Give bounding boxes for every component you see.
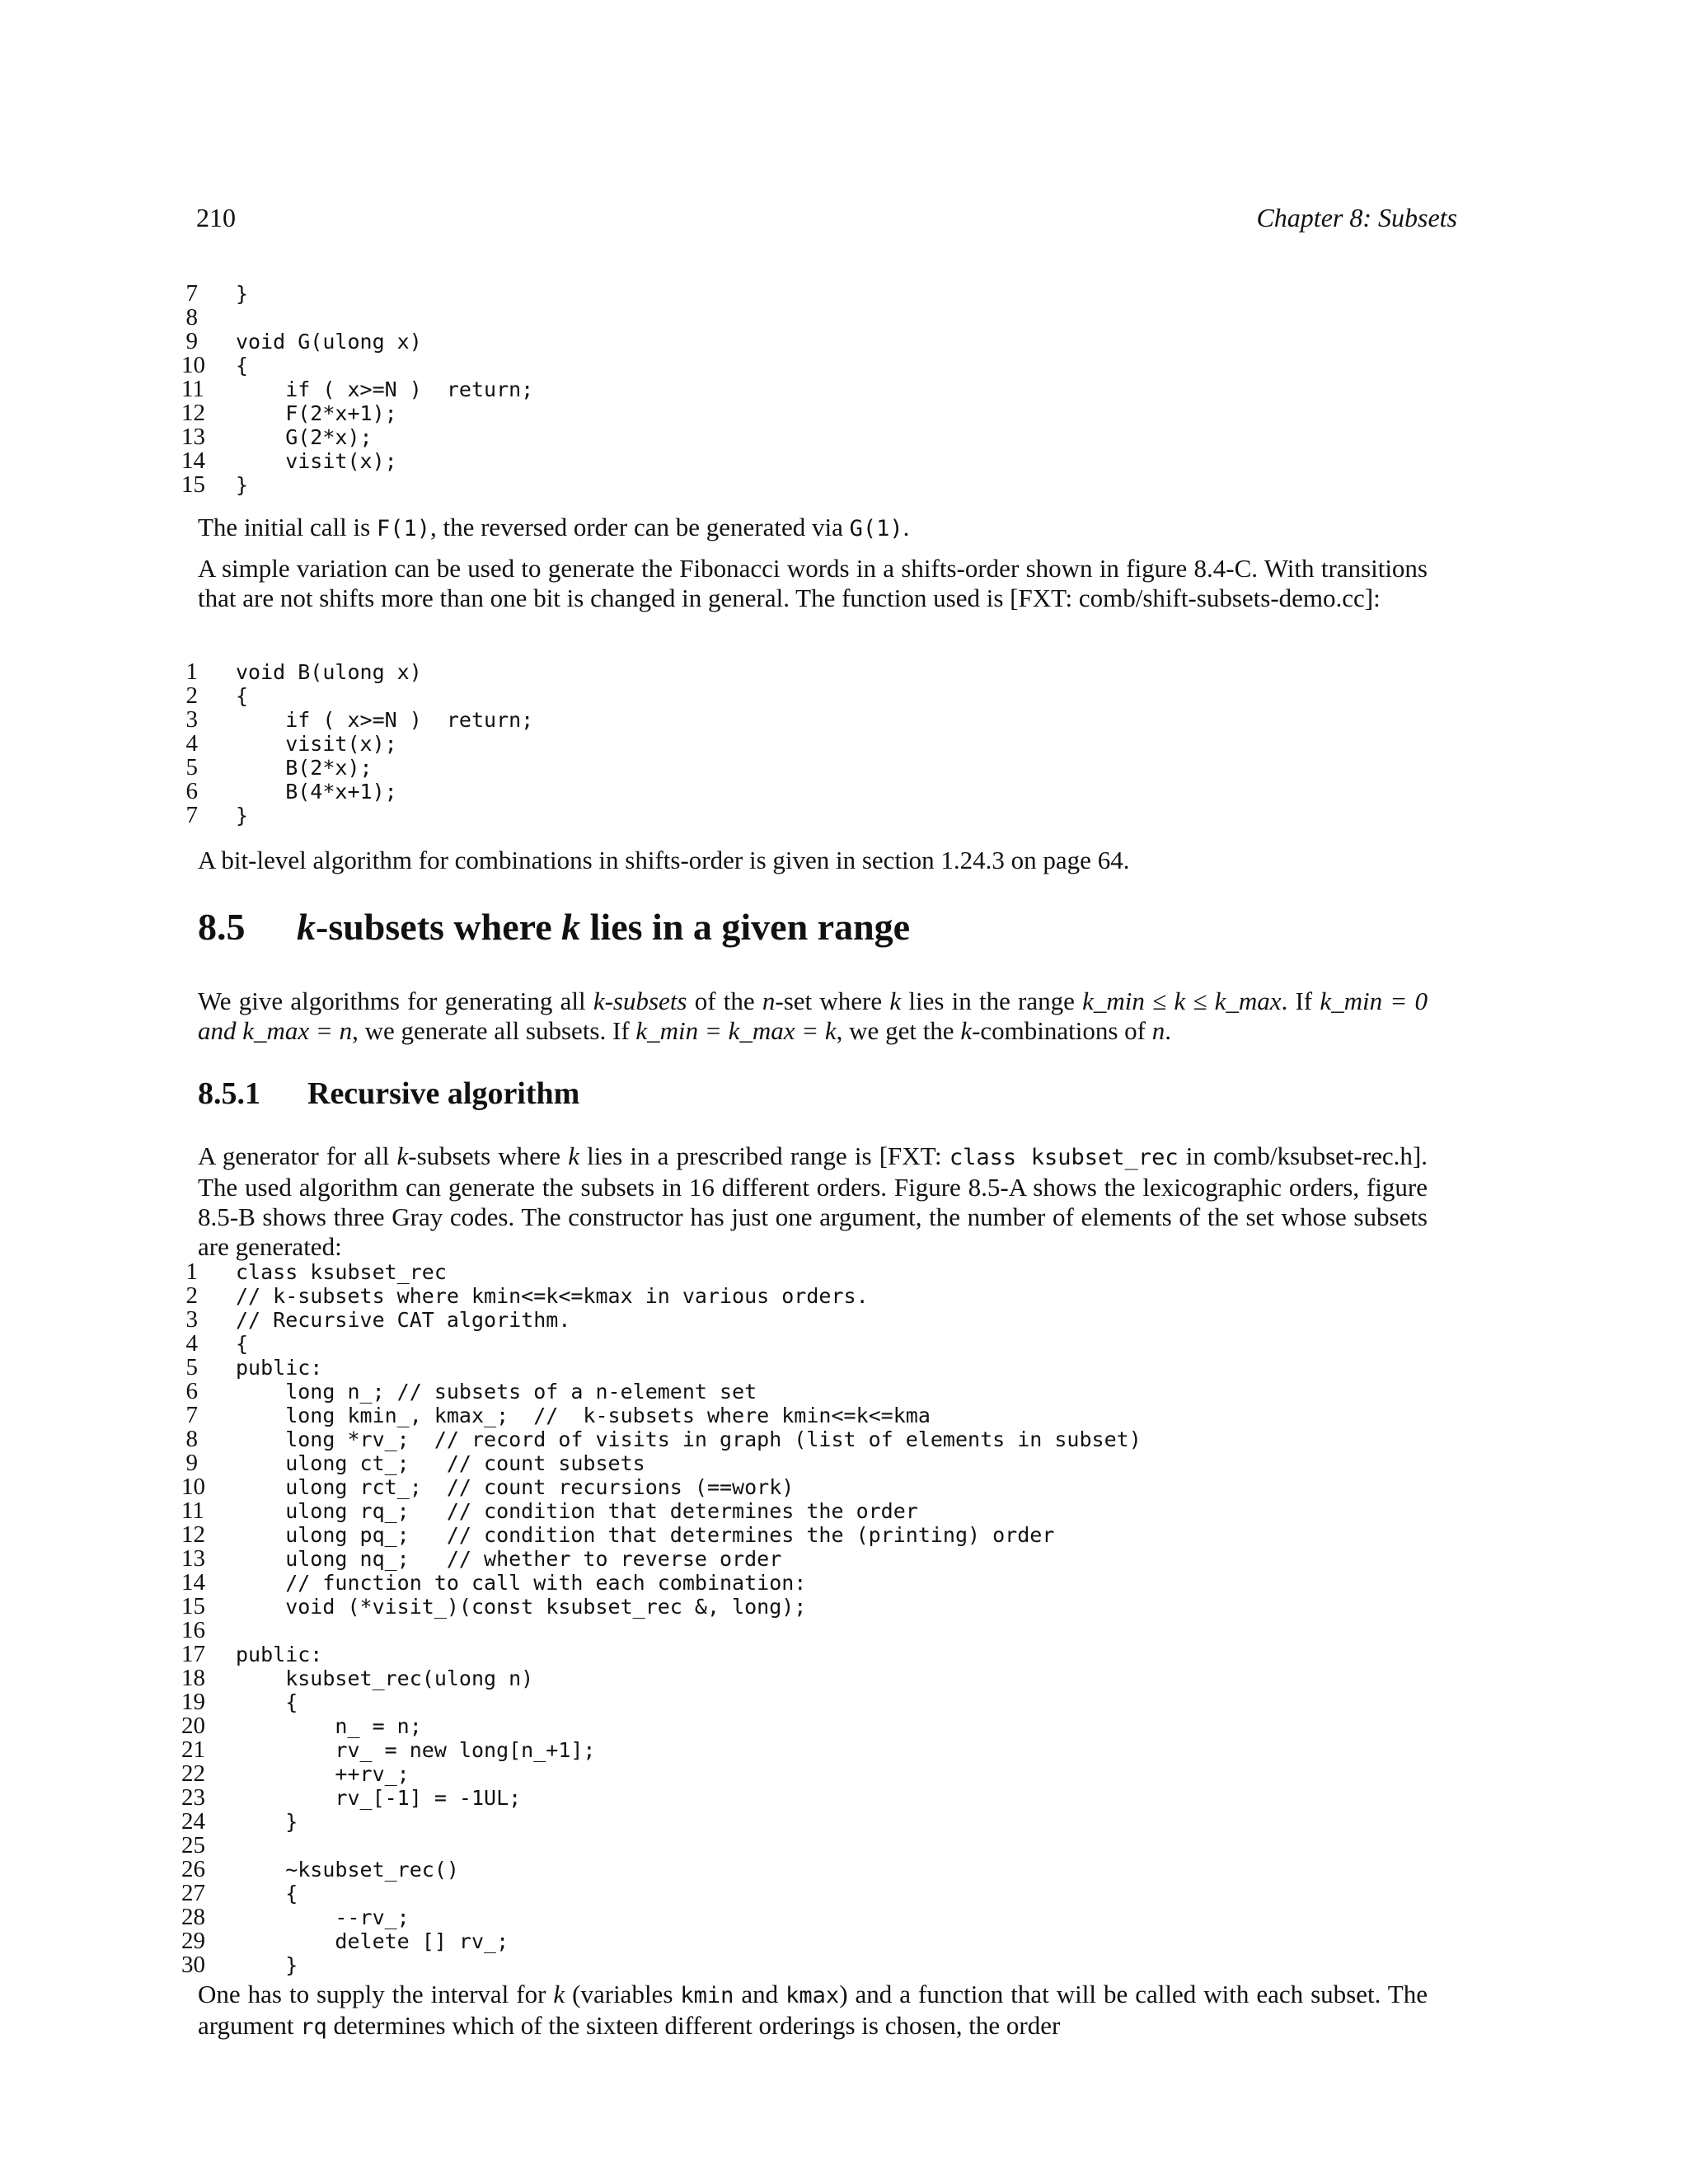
subsection-title: Recursive algorithm [307,1076,580,1111]
code-line [181,425,1434,449]
code-line [181,1953,1434,1977]
code-line [181,1332,1434,1356]
subsection-heading [198,1076,579,1112]
line-number: 1 [185,658,198,685]
line-number: 7 [185,280,198,307]
code-line [181,1786,1434,1810]
text: in comb/ksubset-rec.h]. The used algorithm can generate the subsets in 16 different orders. Figure 8.5-A shows the lexicographic orders, figure 8.5-B shows three Gray codes. The constructor has just one argument, the number of elements of the set whose subsets are generated: [198,1141,1428,1261]
line-number: 10 [181,352,205,378]
line-number: 22 [181,1760,205,1787]
text: The initial call is [198,513,377,541]
line-number: 21 [181,1736,205,1763]
code-text: B(2*x); [236,756,373,780]
code-line [181,1882,1434,1905]
code-line [181,306,1434,330]
line-number: 9 [185,328,198,354]
line-number: 20 [181,1713,205,1739]
line-number: 14 [181,448,205,474]
math-condition: k_min = k_max = k [635,1016,837,1045]
code-text: long kmin_, kmax_; // k-subsets where kmin<=k<=kma [236,1404,931,1427]
line-number: 29 [181,1928,205,1954]
term: k-subsets [593,987,687,1015]
paragraph-initial-call [198,513,1428,544]
code-text: } [236,804,249,827]
text: , we get the [836,1016,961,1045]
line-number: 23 [181,1784,205,1811]
code-text: G(2*x); [236,425,373,449]
code-line [181,1738,1434,1762]
line-number: 6 [185,778,198,804]
line-number: 11 [181,1497,204,1524]
line-number: 15 [181,471,205,498]
code-line [181,1547,1434,1571]
code-line [181,354,1434,377]
text: . [1165,1016,1172,1045]
line-number: 7 [185,1402,198,1428]
code-text: F(2*x+1); [236,401,397,425]
line-number: 30 [181,1952,205,1978]
code-listing-ksubset-rec [181,1260,1434,1977]
subsection-number: 8.5.1 [198,1076,260,1111]
code-text: long n_; // subsets of a n-element set [236,1380,757,1404]
code-line [181,1475,1434,1499]
code-text: delete [] rv_; [236,1929,509,1953]
math-k: k [396,1141,409,1170]
paragraph-bit-level: A bit-level algorithm for combinations in shifts-order is given in section 1.24.3 on page 64. [198,846,1130,874]
math-n: n [1151,1016,1165,1045]
code-text: ~ksubset_rec() [236,1858,459,1882]
text: . If [1281,987,1320,1015]
code-text: void (*visit_)(const ksubset_rec &, long); [236,1595,807,1619]
code-text: n_ = n; [236,1714,422,1738]
code-line [181,1284,1434,1308]
code-line [181,1762,1434,1786]
text: of the [687,987,762,1015]
line-number: 9 [185,1450,198,1476]
line-number: 15 [181,1593,205,1619]
line-number: 13 [181,424,205,450]
chapter-title: Chapter 8: Subsets [1256,203,1457,232]
code-text: void G(ulong x) [236,330,422,354]
inline-code: class ksubset_rec [949,1145,1179,1170]
code-text: void B(ulong x) [236,660,422,684]
code-text: } [236,1953,298,1977]
math-n: n [762,987,776,1015]
code-line [181,708,1434,732]
math-condition: k_min = 0 and k_max = n [198,987,1428,1045]
code-line [181,1356,1434,1380]
text: lies in a given range [580,906,911,948]
math-k: k [561,906,581,948]
line-number: 14 [181,1569,205,1596]
section-heading [198,905,910,949]
code-listing-b [181,660,1434,827]
text: and [734,1980,786,2008]
code-line [181,449,1434,473]
code-text: class ksubset_rec [236,1260,447,1284]
code-text: --rv_; [236,1905,410,1929]
line-number: 6 [185,1378,198,1404]
line-number: 19 [181,1689,205,1715]
code-text: visit(x); [236,732,397,756]
code-text: } [236,473,249,497]
code-text: ulong rct_; // count recursions (==work) [236,1475,795,1499]
text: , we generate all subsets. If [352,1016,636,1045]
paragraph-generator [198,1141,1428,1262]
paragraph-fibonacci: A simple variation can be used to generate the Fibonacci words in a shifts-order shown in figure 8.4-C. With transitions that are not shifts more than one bit is changed in general. The function used is [FXT: comb/shift-subsets-demo.cc]: [198,554,1428,612]
line-number: 5 [185,754,198,780]
inline-code: kmax [785,1983,840,2008]
text: A generator for all [198,1141,397,1170]
line-number: 24 [181,1808,205,1835]
code-line [181,756,1434,780]
line-number: 12 [181,1521,205,1548]
code-line [181,1666,1434,1690]
text: -set where [775,987,890,1015]
code-text: public: [236,1356,323,1380]
code-text: ulong nq_; // whether to reverse order [236,1547,782,1571]
line-number: 11 [181,376,204,402]
code-text: // k-subsets where kmin<=k<=kmax in various orders. [236,1284,869,1308]
text: -subsets where [316,906,562,948]
code-line [181,1643,1434,1666]
section-number: 8.5 [198,906,246,948]
code-text: { [236,684,249,708]
code-line [181,401,1434,425]
page-number: 210 [196,203,236,232]
code-line [181,684,1434,708]
text: lies in a prescribed range is [FXT: [579,1141,950,1170]
code-text: ++rv_; [236,1762,410,1786]
code-line [181,1499,1434,1523]
math-k: k [889,987,902,1015]
text: ) and a function that will be called with each subset. The argument [198,1980,1428,2040]
code-text: ksubset_rec(ulong n) [236,1666,534,1690]
code-line [181,282,1434,306]
code-line [181,1929,1434,1953]
line-number: 16 [181,1617,205,1643]
code-text: // Recursive CAT algorithm. [236,1308,571,1332]
text: . [903,513,910,541]
line-number: 28 [181,1904,205,1930]
code-line [181,1523,1434,1547]
code-text: { [236,1332,249,1356]
code-line [181,1690,1434,1714]
code-text: } [236,1810,298,1834]
code-line [181,732,1434,756]
code-line [181,473,1434,497]
code-text: { [236,354,249,377]
line-number: 5 [185,1354,198,1380]
code-text: { [236,1882,298,1905]
text: -subsets where [408,1141,569,1170]
code-line [181,1427,1434,1451]
text: determines which of the sixteen different orderings is chosen, the order [326,2011,1061,2040]
text: , the reversed order can be generated via [429,513,850,541]
code-line [181,1571,1434,1595]
line-number: 7 [185,802,198,828]
line-number: 10 [181,1474,205,1500]
code-text: if ( x>=N ) return; [236,708,534,732]
code-line [181,1404,1434,1427]
line-number: 8 [185,1426,198,1452]
math-k: k [960,1016,973,1045]
inline-code: F(1) [376,516,430,541]
line-number: 18 [181,1665,205,1691]
code-line [181,1714,1434,1738]
code-line [181,780,1434,804]
code-text: ulong pq_; // condition that determines the (printing) order [236,1523,1055,1547]
math-range: k_min ≤ k ≤ k_max [1082,987,1282,1015]
code-line [181,1308,1434,1332]
code-line [181,1858,1434,1882]
code-line [181,1810,1434,1834]
code-line [181,1380,1434,1404]
line-number: 8 [185,304,198,330]
line-number: 17 [181,1641,205,1667]
text: We give algorithms for generating all [198,987,593,1015]
code-text: rv_[-1] = -1UL; [236,1786,522,1810]
inline-code: rq [300,2014,327,2040]
code-text: } [236,282,249,306]
code-line [181,1595,1434,1619]
code-line [181,1905,1434,1929]
code-line [181,1834,1434,1858]
line-number: 1 [185,1258,198,1285]
code-text: ulong ct_; // count subsets [236,1451,645,1475]
line-number: 4 [185,1330,198,1357]
code-listing-g [181,282,1434,497]
line-number: 13 [181,1545,205,1572]
code-line [181,1619,1434,1643]
code-text: long *rv_; // record of visits in graph (list of elements in subset) [236,1427,1142,1451]
text: lies in the range [901,987,1083,1015]
line-number: 4 [185,730,198,757]
code-line [181,660,1434,684]
code-line [181,804,1434,827]
text: (variables [565,1980,681,2008]
inline-code: kmin [680,1983,734,2008]
code-text: rv_ = new long[n_+1]; [236,1738,596,1762]
line-number: 3 [185,706,198,733]
code-text: public: [236,1643,323,1666]
line-number: 12 [181,400,205,426]
math-k: k [297,906,316,948]
math-k: k [568,1141,579,1170]
math-k: k [553,1980,565,2008]
paragraph-interval [198,1980,1428,2042]
code-text: { [236,1690,298,1714]
code-line [181,1451,1434,1475]
line-number: 25 [181,1832,205,1858]
line-number: 26 [181,1856,205,1882]
code-line [181,1260,1434,1284]
code-line [181,330,1434,354]
line-number: 27 [181,1880,205,1906]
paragraph-k-subsets-intro [198,987,1428,1046]
line-number: 3 [185,1306,198,1333]
line-number: 2 [185,1282,198,1309]
text: One has to supply the interval for [198,1980,554,2008]
line-number: 2 [185,682,198,709]
code-text: B(4*x+1); [236,780,397,804]
code-text: if ( x>=N ) return; [236,377,534,401]
code-text: // function to call with each combination: [236,1571,807,1595]
text: -combinations of [972,1016,1152,1045]
code-text: visit(x); [236,449,397,473]
inline-code: G(1) [849,516,903,541]
code-text: ulong rq_; // condition that determines the order [236,1499,918,1523]
code-line [181,377,1434,401]
